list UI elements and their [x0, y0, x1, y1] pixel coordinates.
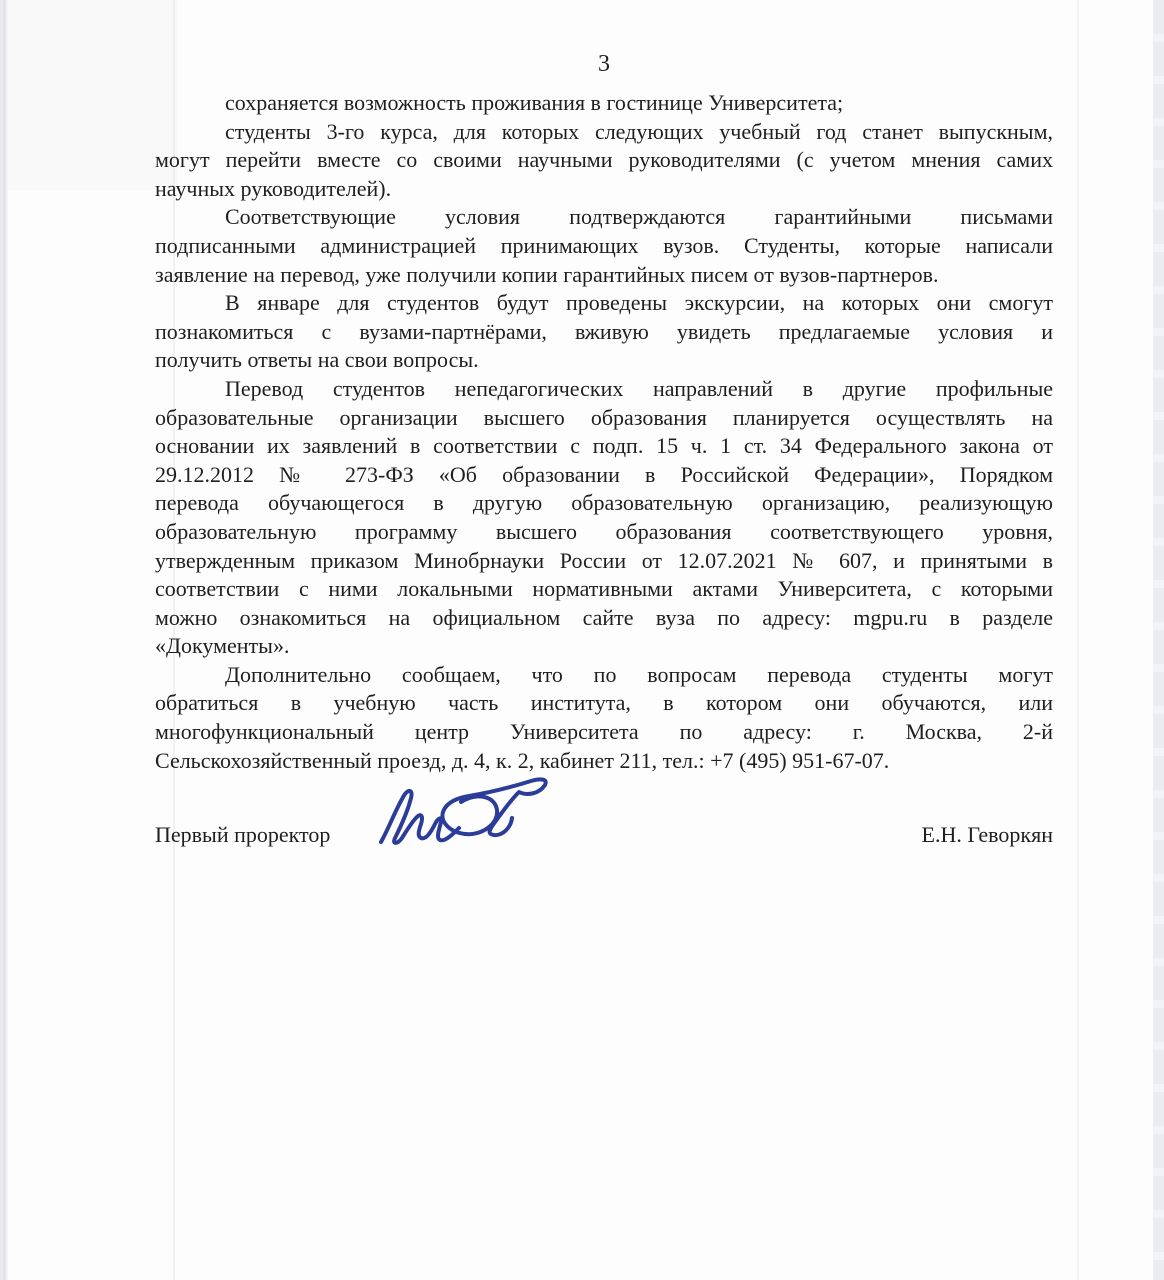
- paragraph: [155, 89, 1053, 118]
- text-line: получить ответы на свои вопросы.: [155, 347, 479, 373]
- text-line: сохраняется возможность проживания в гостинице Университета;: [225, 90, 844, 115]
- text-line: Сельскохозяйственный проезд, д. 4, к. 2, кабинет 211, тел.: +7 (495) 951-67-07.: [155, 747, 890, 773]
- text-line: 29.12.2012 № 273-ФЗ «Об образовании в Российской Федерации», Порядком: [155, 461, 1053, 487]
- scan-edge-left: [0, 0, 8, 1280]
- text-line: обратиться в учебную часть института, в котором они обучаются, или: [155, 690, 1053, 716]
- text-line: перевода обучающегося в другую образовательную организацию, реализующую: [155, 490, 1053, 516]
- scan-shading: [8, 0, 178, 190]
- text-line: «Документы».: [155, 633, 290, 659]
- scan-edge-right: [1153, 0, 1164, 1280]
- paragraph: [155, 289, 1053, 375]
- text-line: образовательную программу высшего образования соответствующего уровня,: [155, 518, 1053, 544]
- document-body: [155, 89, 1053, 775]
- text-line: Соответствующие условия подтверждаются гарантийными письмами: [225, 204, 1053, 230]
- paragraph: [155, 375, 1053, 661]
- signatory-name: Е.Н. Геворкян: [921, 822, 1053, 847]
- text-line: студенты 3-го курса, для которых следующих учебный год станет выпускным,: [225, 118, 1053, 144]
- text-line: соответствии с ними локальными нормативными актами Университета, с которыми: [155, 576, 1053, 602]
- text-line: утвержденным приказом Минобрнауки России от 12.07.2021 № 607, и принятыми в: [155, 547, 1053, 573]
- text-line: основании их заявлений в соответствии с подп. 15 ч. 1 ст. 34 Федерального закона от: [155, 433, 1053, 459]
- text-line: заявление на перевод, уже получили копии гарантийных писем от вузов-партнеров.: [155, 261, 939, 287]
- paragraph: [155, 661, 1053, 775]
- paragraph: [155, 118, 1053, 204]
- text-line: Дополнительно сообщаем, что по вопросам перевода студенты могут: [225, 661, 1053, 687]
- text-line: многофункциональный центр Университета по адресу: г. Москва, 2-й: [155, 719, 1053, 745]
- page-number: 3: [598, 51, 610, 77]
- text-line: образовательные организации высшего образования планируется осуществлять на: [155, 404, 1053, 430]
- scan-artifact-streak: [1077, 0, 1079, 1280]
- text-line: можно ознакомиться на официальном сайте вуза по адресу: mgpu.ru в разделе: [155, 604, 1053, 630]
- text-line: В январе для студентов будут проведены экскурсии, на которых они смогут: [225, 290, 1053, 316]
- text-line: подписанными администрацией принимающих вузов. Студенты, которые написали: [155, 232, 1053, 258]
- signature-stroke: [381, 791, 459, 843]
- paragraph: [155, 203, 1053, 289]
- signatory-role-label: Первый проректор: [155, 822, 331, 847]
- text-line: познакомиться с вузами-партнёрами, вживую увидеть предлагаемые условия и: [155, 318, 1053, 344]
- text-line: научных руководителей).: [155, 175, 392, 201]
- handwritten-signature: [373, 772, 593, 862]
- text-line: Перевод студентов непедагогических направлений в другие профильные: [225, 375, 1053, 401]
- text-line: могут перейти вместе со своими научными руководителями (с учетом мнения самих: [155, 147, 1053, 173]
